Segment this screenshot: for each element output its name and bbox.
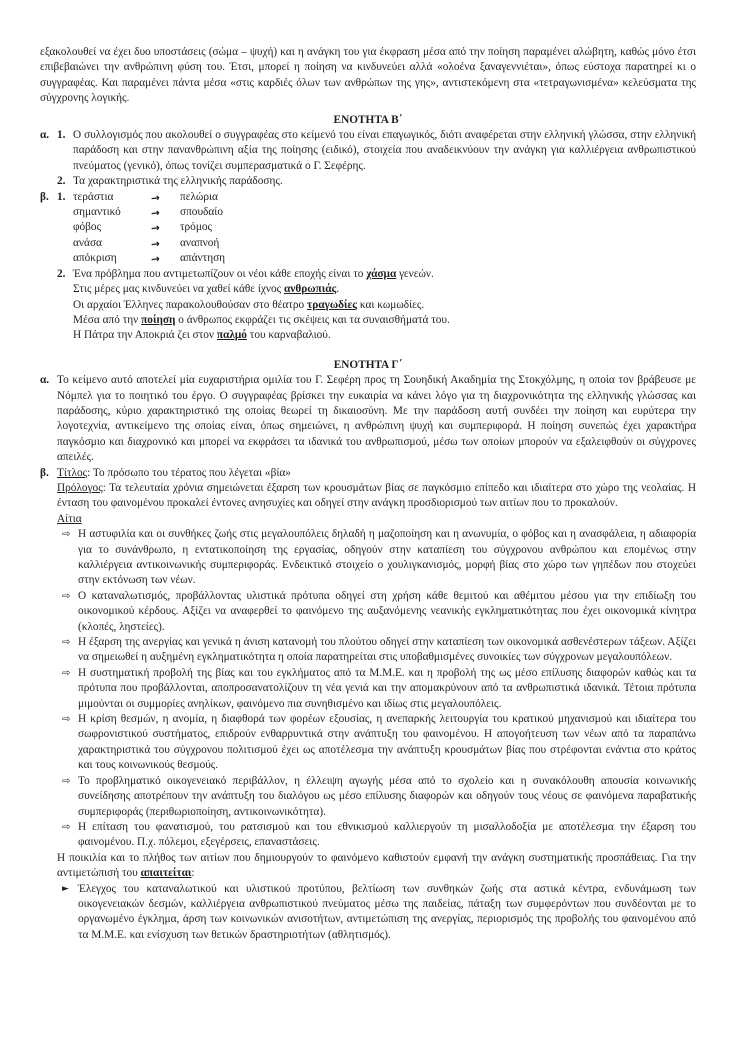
pair-word-to: σπουδαίο: [180, 206, 223, 219]
item-number-1: 1.: [57, 190, 66, 203]
item-label-alpha: α.: [40, 374, 50, 387]
sentence-post: ο άνθρωπος εκφράζει τις σκέψεις και τα συναισθήματά του.: [175, 313, 450, 326]
item-number-2: 2.: [57, 175, 66, 188]
spacer: [40, 251, 57, 266]
arrow-right-icon: →: [150, 237, 161, 251]
hollow-arrow-icon: ⇨: [62, 821, 71, 833]
spacer: [57, 313, 73, 328]
fill-sentence: [73, 282, 696, 297]
sentence-pre: Η Πάτρα την Αποκριά ζει στον: [73, 329, 217, 342]
spacer: [40, 236, 57, 251]
essay-title-label: Τίτλος: [57, 466, 88, 479]
prologue-text: : Τα τελευταία χρόνια σημειώνεται έξαρση των κρουσμάτων βίας σε παγκόσμιο επίπεδο και ιδιαίτερα στο χώρο της νεολαίας. Η ένταση του φαινομένου προκαλεί έντονες ανησυχίες και οδηγεί στην ανάγκη προσδιορισμού των αιτίων που το προκαλούν.: [57, 481, 696, 510]
reasoning-paragraph: Ο συλλογισμός που ακολουθεί ο συγγραφέας στο κείμενό του είναι επαγωγικός, διότι αναφέρεται στην ελληνική γλώσσα, στην ελληνική παράδοση και στην πανανθρώπινη αξία της ποίησης (ειδικό), στοιχεία που αναδεικνύουν την ανάγκη για καλλιέργεια ανθρωπιστικού πνεύματος (γενικό), όπως τονίζει συμπερασματικά ο Γ. Σεφέρης.: [73, 129, 696, 172]
spacer: [40, 298, 57, 313]
pair-word-from: ανάσα: [73, 236, 102, 249]
measures-item: [57, 882, 696, 944]
cause-text: Η αστυφιλία και οι συνθήκες ζωής στις μεγαλουπόλεις δηλαδή η μαζοποίηση και η ανωνυμία, ο φόβος και η ανασφάλεια, η αδιαφορία για το συνάνθρωπο, η εντατικοποίηση της εργασίας, οδηγούν στην καταπίεση του σύγχρονου ανθρώπου και επομένως στην καλλιέργεια αντικοινωνικής συμπεριφοράς. Ενδεικτικό στοιχείο ο χουλιγκανισμός, μορφή βίας στο χώρο των γηπέδων που στοχεύει στην εκτόνωση των νέων.: [78, 528, 696, 587]
spacer: [40, 205, 57, 220]
hollow-arrow-icon: ⇨: [62, 667, 71, 679]
synonym-pair: [73, 205, 696, 220]
synonym-pair-row: [40, 205, 696, 220]
answer-word: παλμό: [216, 329, 247, 342]
closing-post: :: [191, 867, 195, 880]
fill-sentence-row: [40, 313, 696, 328]
hollow-arrow-icon: ⇨: [62, 775, 71, 787]
closing-paragraph: [57, 851, 696, 882]
arrow-right-icon: →: [150, 253, 161, 267]
essay-title-text: : Το πρόσωπο του τέρατος που λέγεται «βία»: [87, 466, 291, 479]
hollow-arrow-icon: ⇨: [62, 637, 71, 649]
synonym-pair: [73, 236, 696, 251]
essay-block: [57, 466, 696, 944]
arrow-right-icon: →: [150, 191, 161, 205]
sentence-pre: Στις μέρες μας κινδυνεύει να χαθεί κάθε ίχνος: [73, 283, 284, 296]
synonym-pair-row: [40, 190, 696, 205]
spacer: [57, 236, 73, 251]
cause-item: [57, 774, 696, 820]
cause-item: [57, 666, 696, 712]
synonym-pair-row: [40, 236, 696, 251]
causes-heading-text: Αίτια: [57, 512, 82, 525]
fill-sentence-row: [40, 298, 696, 313]
spacer: [40, 267, 57, 282]
item-number-1: 1.: [57, 129, 66, 142]
fill-sentence-row: [40, 328, 696, 343]
sentence-post: του καρναβαλιού.: [246, 329, 331, 342]
section-b-title: ΕΝΟΤΗΤΑ Β΄: [333, 113, 403, 126]
measures-text: Έλεγχος του καταναλωτικού και υλιστικού προτύπου, βελτίωση των συνθηκών ζωής στα αστικά κέντρα, ενδυνάμωση των οικογενειακών δεσμών, καλλιέργεια ανθρωπιστικού πνεύματος μέσω της παιδείας, πάταξη των συμφερόντων που συνδέονται με το οργανωμένο έγκλημα, άρση των κοινωνικών ανισοτήτων, αντιμετώπιση της ανεργίας, περιορισμός της προβολής του φαινομένου από τα Μ.Μ.Ε. και ενίσχυση των θετικών δραστηριοτήτων (αθλητισμός).: [78, 882, 696, 941]
answer-word: χάσμα: [366, 267, 397, 280]
section-b-item-a2: [40, 174, 696, 189]
summary-paragraph: Το κείμενο αυτό αποτελεί μία ευχαριστήρια ομιλία του Γ. Σεφέρη προς τη Σουηδική Ακαδημία της Στοκχόλμης, η οποία τον βράβευσε με Νόμπελ για το ποιητικό του έργο. Ο συγγραφέας βρίσκει την ευκαιρία να κάνει λόγο για τη διαχρονικότητα της ελληνικής γλώσσας και παράδοσης, κύριο χαρακτηριστικό της οποίας θεωρεί τη δικαιοσύνη. Με την παράδοση αυτή συνδέει την ποίηση και ευρύτερα την λογοτεχνία, αντικείμενο της οποίας είναι, όπως σημειώνει, η ανθρώπινη ψυχή και συμπεριφορά. Η ποίηση συνεπώς έχει χαρακτήρα παγκόσμιο και διαχρονικό και μπορεί να εκφράσει τα ιδανικά του ανθρωπισμού, μέσω των οποίων μπορούν να εξαλειφθούν οι σύγχρονες απειλές.: [57, 374, 696, 464]
synonym-pair: [73, 251, 696, 266]
solid-arrow-icon: ►: [62, 883, 69, 894]
fill-sentence: [73, 267, 696, 282]
sentence-post: και κωμωδίες.: [357, 298, 425, 311]
section-c-item-b: [40, 466, 696, 944]
cause-item: [57, 712, 696, 774]
answer-word: τραγωδίες: [306, 298, 358, 311]
section-b-item-a1: [40, 128, 696, 174]
synonym-pair: [73, 190, 696, 205]
closing-keyword: απαιτείται: [140, 867, 192, 880]
cause-text: Η κρίση θεσμών, η ανομία, η διαφθορά των φορέων εξουσίας, η ανεπαρκής λειτουργία του κρατικού μηχανισμού και ιδιαίτερα του σωφρονιστικού συστήματος, επιδρούν ενθαρρυντικά στην ανάπτυξη του φαινομένου. Η απογοήτευση των νέων από τα παραπάνω χαρακτηριστικά του σύγχρονου πολιτισμού έχει ως αποτέλεσμα την ανάπτυξη κρουσμάτων βίας που στρέφονται ενάντια στο κράτος και τους κοινωνικούς θεσμούς.: [78, 713, 696, 772]
hollow-arrow-icon: ⇨: [62, 529, 71, 541]
closing-pre: Η ποικιλία και το πλήθος των αιτίων που δημιουργούν το φαινόμενο καθιστούν εμφανή την ανάγκη συστηματικής προσπάθειας. Για την αντιμετώπισή του: [57, 851, 696, 880]
pair-word-from: φόβος: [73, 221, 102, 234]
synonym-pair-row: [40, 251, 696, 266]
spacer: [40, 174, 57, 189]
cause-text: Η συστηματική προβολή της βίας και του εγκλήματος από τα Μ.Μ.Ε. και η προβολή της ως μέσο επίλυσης διαφορών καθώς και τα πρότυπα που προβάλλονται, αποπροσανατολίζουν τη νέα γενιά και την απομακρύνουν από τα ανθρωπιστικά ιδανικά. Τέτοια πρότυπα μιμούνται οι συμμορίες ανηλίκων, φαινόμενο πια συνηθισμένο και ιδίως στις μεγαλουπόλεις.: [78, 666, 696, 710]
spacer: [57, 220, 73, 235]
intro-paragraph: εξακολουθεί να έχει δυο υποστάσεις (σώμα – ψυχή) και η ανάγκη του για έκφραση μέσα από την ποίηση παραμένει αλώβητη, καθώς μόνο έτσι επιβεβαιώνει την ανθρώπινη φύση του. Έτσι, μπορεί η ποίηση να κινδυνεύει αλλά «ολοένα ξαναγεννιέται», όπως εύστοχα παρατηρεί κι ο συγγραφέας. Και παραμένει πάντα μέσα «στις καρδιές όλων των ανθρώπων της γης», αντιστεκόμενη στα «τετραγωνισμένα» κελεύσματα της σύγχρονης λογικής.: [40, 46, 696, 105]
pair-word-to: αναπνοή: [180, 236, 220, 249]
prologue-paragraph: [57, 481, 696, 512]
sentence-pre: Ένα πρόβλημα που αντιμετωπίζουν οι νέοι κάθε εποχής είναι το: [73, 267, 367, 280]
causes-heading: [57, 512, 696, 527]
cause-item: [57, 820, 696, 851]
fill-sentence: [73, 313, 696, 328]
fill-sentence: [73, 328, 696, 343]
cause-text: Η έξαρση της ανεργίας και γενικά η άνιση κατανομή του πλούτου οδηγεί στην καταπίεση των οικονομικά ασθενέστερων τάξεων. Αξίζει να σημειωθεί η αυξημένη εγκληματικότητα η οποία παρατηρείται στις υποβαθμισμένες συνοικίες των σύγχρονων μεγαλουπόλεων.: [78, 636, 696, 664]
pair-word-to: απάντηση: [180, 252, 226, 265]
cause-text: Η επίταση του φανατισμού, του ρατσισμού και του εθνικισμού καλλιεργούν τη μισαλλοδοξία με αποτέλεσμα την έξαρση του φαινομένου. Π.χ. πόλεμοι, εξεγέρσεις, επαναστάσεις.: [78, 820, 696, 849]
characteristics-line: Τα χαρακτηριστικά της ελληνικής παράδοσης.: [73, 175, 283, 188]
cause-item: [57, 635, 696, 666]
arrow-right-icon: →: [150, 222, 161, 236]
item-label-beta: β.: [40, 466, 49, 479]
sentence-post: γενεών.: [396, 267, 434, 280]
spacer: [40, 328, 57, 343]
pair-word-from: τεράστια: [73, 190, 114, 203]
answer-word: ανθρωπιάς: [283, 283, 337, 296]
prologue-label: Πρόλογος: [57, 481, 103, 494]
hollow-arrow-icon: ⇨: [62, 714, 71, 726]
spacer: [57, 251, 73, 266]
pair-word-from: σημαντικό: [73, 206, 121, 219]
section-c-item-a: [40, 373, 696, 465]
sentence-post: .: [336, 283, 340, 296]
sentence-pre: Μέσα από την: [73, 313, 142, 326]
arrow-right-icon: →: [150, 206, 161, 221]
cause-text: Ο καταναλωτισμός, προβάλλοντας υλιστικά πρότυπα οδηγεί στη χρήση κάθε θεμιτού και αθέμιτου μέσου για την επιδίωξη του οικονομικού κέρδους. Αξίζει να αναφερθεί το φαινόμενο της αυξανόμενης νεανικής εγκληματικότητας που έχει οικονομικά κίνητρα (κλοπές, ληστείες).: [78, 589, 696, 633]
pair-word-from: απόκριση: [73, 252, 117, 265]
fill-sentence: [73, 298, 696, 313]
fill-sentence-row: [40, 282, 696, 297]
spacer: [40, 282, 57, 297]
cause-item: [57, 527, 696, 589]
synonym-pair-row: [40, 220, 696, 235]
pair-word-to: τρόμος: [180, 221, 213, 234]
item-number-2: 2.: [57, 267, 66, 280]
item-label-beta: β.: [40, 190, 49, 203]
pair-word-to: πελώρια: [180, 190, 218, 203]
spacer: [40, 220, 57, 235]
hollow-arrow-icon: ⇨: [62, 590, 71, 602]
cause-text: Το προβληματικό οικογενειακό περιβάλλον, η έλλειψη αγωγής μέσα από το σχολείο και η συνακόλουθη απουσία κοινωνικής συνείδησης αποτρέπουν την ανάπτυξη του διαλόγου ως μέσο επίλυσης διαφορών και οδηγούν τους νέους σε φαινόμενα παραβατικής συμπεριφοράς (περιθωριοποίηση, αντικοινωνικότητα).: [78, 774, 696, 818]
spacer: [57, 298, 73, 313]
fill-sentence-row: [40, 267, 696, 282]
sentence-pre: Οι αρχαίοι Έλληνες παρακολουθούσαν στο θέατρο: [73, 298, 307, 311]
spacer: [40, 313, 57, 328]
spacer: [57, 282, 73, 297]
answer-word: ποίηση: [141, 313, 176, 326]
synonym-pair: [73, 220, 696, 235]
spacer: [57, 205, 73, 220]
cause-item: [57, 589, 696, 635]
item-label-alpha: α.: [40, 129, 50, 142]
spacer: [57, 328, 73, 343]
section-c-title: ΕΝΟΤΗΤΑ Γ΄: [333, 358, 403, 371]
essay-title-line: [57, 466, 696, 481]
